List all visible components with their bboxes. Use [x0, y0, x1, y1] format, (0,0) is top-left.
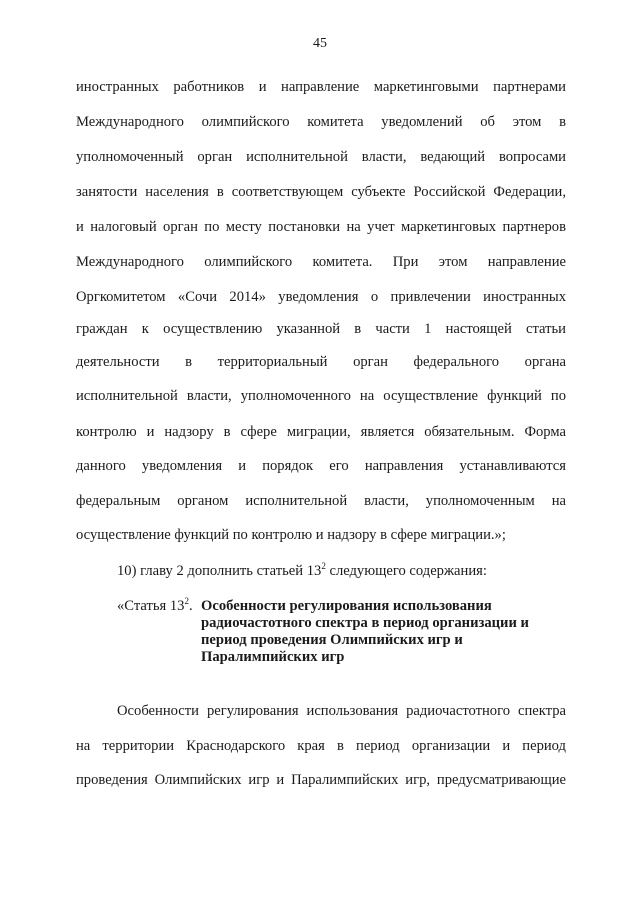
paragraph-1-line-3: уполномоченный орган исполнительной власти, ведающий вопросами [76, 149, 566, 165]
item-10-line [117, 562, 566, 580]
paragraph-1-line-2: Международного олимпийского комитета уведомлений об этом в [76, 114, 566, 130]
paragraph-2-line-3: проведения Олимпийских игр и Паралимпийских игр, предусматривающие [76, 772, 566, 788]
paragraph-1-line-7: Оргкомитетом «Сочи 2014» уведомления о привлечении иностранных [76, 289, 566, 305]
paragraph-1-line-14: осуществление функций по контролю и надзору в сфере миграции.»; [76, 527, 506, 543]
article-heading-lead [117, 597, 193, 615]
paragraph-1-line-13: федеральным органом исполнительной власти, уполномоченным на [76, 493, 566, 509]
item-10-text-end: следующего содержания: [325, 563, 487, 579]
article-title-line-2: радиочастотного спектра в период организации и [201, 615, 529, 631]
paragraph-1-line-11: контролю и надзору в сфере миграции, является обязательным. Форма [76, 424, 566, 440]
article-title-line-1: Особенности регулирования использования [201, 598, 492, 614]
paragraph-2-line-2: на территории Краснодарского края в период организации и период [76, 738, 566, 754]
item-10-text: 10) главу 2 дополнить статьей 13 [117, 563, 322, 579]
paragraph-1-line-8: граждан к осуществлению указанной в части 1 настоящей статьи [76, 321, 566, 337]
paragraph-1-line-9: деятельности в территориальный орган федерального органа [76, 354, 566, 370]
paragraph-1-line-4: занятости населения в соответствующем субъекте Российской Федерации, [76, 184, 566, 200]
paragraph-1-line-10: исполнительной власти, уполномоченного на осуществление функций по [76, 388, 566, 404]
paragraph-1-line-5: и налоговый орган по месту постановки на учет маркетинговых партнеров [76, 219, 566, 235]
article-title-line-3: период проведения Олимпийских игр и [201, 632, 463, 648]
article-label: «Статья 13 [117, 598, 185, 614]
item-10-superscript: 2 [321, 561, 326, 572]
article-label-dot: . [188, 598, 193, 614]
paragraph-1-line-6: Международного олимпийского комитета. При этом направление [76, 254, 566, 270]
article-title-line-4: Паралимпийских игр [201, 649, 345, 665]
paragraph-1-line-1: иностранных работников и направление маркетинговыми партнерами [76, 79, 566, 95]
article-number-superscript: 2 [184, 596, 189, 607]
page-number: 45 [313, 36, 327, 51]
paragraph-2-line-1: Особенности регулирования использования радиочастотного спектра [117, 703, 566, 719]
paragraph-1-line-12: данного уведомления и порядок его направления устанавливаются [76, 458, 566, 474]
